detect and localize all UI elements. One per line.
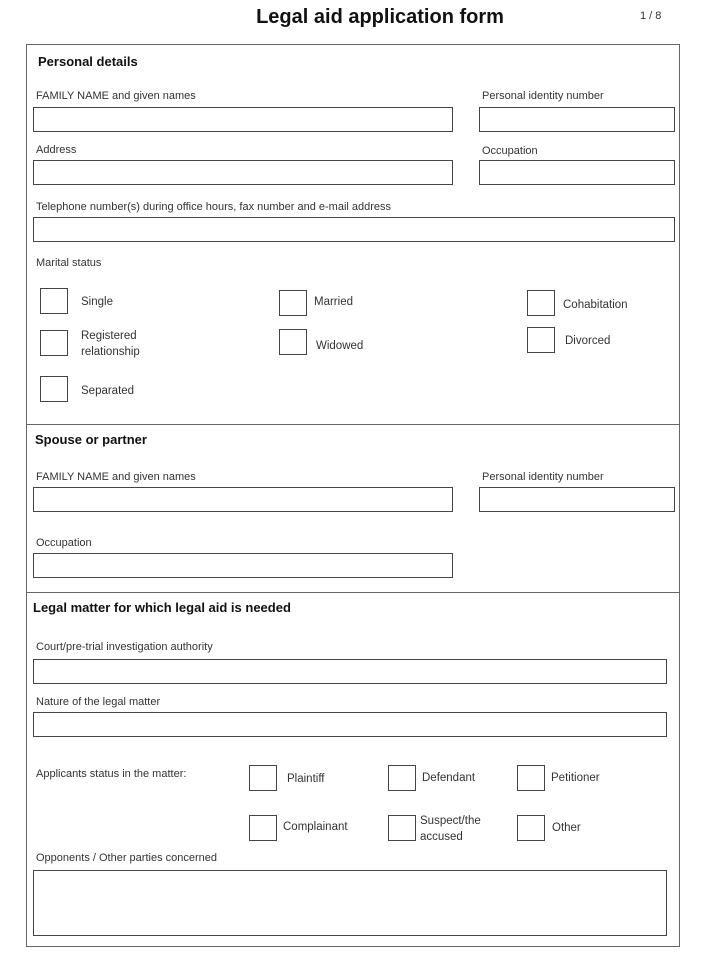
personal-identity-number-field[interactable] xyxy=(479,107,675,132)
spouse-personal-identity-number-label: Personal identity number xyxy=(482,471,604,483)
applicant-status-label: Applicants status in the matter: xyxy=(36,768,187,780)
personal-details-heading: Personal details xyxy=(38,54,138,69)
complainant-option-label: Complainant xyxy=(283,821,348,833)
marital-status-label: Marital status xyxy=(36,257,102,269)
spouse-family-name-label: FAMILY NAME and given names xyxy=(36,471,196,483)
single-checkbox[interactable] xyxy=(40,288,68,314)
married-checkbox[interactable] xyxy=(279,290,307,316)
petitioner-option-label: Petitioner xyxy=(551,772,600,784)
cohabitation-checkbox[interactable] xyxy=(527,290,555,316)
spouse-partner-heading: Spouse or partner xyxy=(35,432,147,447)
family-name-label: FAMILY NAME and given names xyxy=(36,90,196,102)
section-divider xyxy=(27,424,679,425)
nature-of-matter-label: Nature of the legal matter xyxy=(36,696,161,708)
personal-identity-number-label: Personal identity number xyxy=(482,90,604,102)
other-checkbox[interactable] xyxy=(517,815,545,841)
complainant-checkbox[interactable] xyxy=(249,815,277,841)
family-name-field[interactable] xyxy=(33,107,453,132)
defendant-option-label: Defendant xyxy=(422,772,476,784)
nature-of-matter-field[interactable] xyxy=(33,712,667,737)
widowed-option-label: Widowed xyxy=(316,340,364,352)
spouse-occupation-label: Occupation xyxy=(36,537,92,549)
cohabitation-option-label: Cohabitation xyxy=(563,299,628,311)
contact-label: Telephone number(s) during office hours, fax number and e-mail address xyxy=(36,201,392,213)
divorced-option-label: Divorced xyxy=(565,335,611,347)
address-field[interactable] xyxy=(33,160,453,185)
spouse-personal-identity-number-field[interactable] xyxy=(479,487,675,512)
spouse-occupation-field[interactable] xyxy=(33,553,453,578)
petitioner-checkbox[interactable] xyxy=(517,765,545,791)
married-option-label: Married xyxy=(314,296,353,308)
court-authority-field[interactable] xyxy=(33,659,667,684)
contact-field[interactable] xyxy=(33,217,675,242)
separated-checkbox[interactable] xyxy=(40,376,68,402)
plaintiff-checkbox[interactable] xyxy=(249,765,277,791)
suspect-accused-checkbox[interactable] xyxy=(388,815,416,841)
opponents-field[interactable] xyxy=(33,870,667,936)
legal-matter-heading: Legal matter for which legal aid is needed xyxy=(33,600,291,615)
suspect-accused-option-label: Suspect/the accused xyxy=(420,815,481,843)
section-divider xyxy=(27,592,679,593)
plaintiff-option-label: Plaintiff xyxy=(287,773,325,785)
form-title: Legal aid application form xyxy=(256,6,504,28)
other-option-label: Other xyxy=(552,822,581,834)
spouse-family-name-field[interactable] xyxy=(33,487,453,512)
defendant-checkbox[interactable] xyxy=(388,765,416,791)
divorced-checkbox[interactable] xyxy=(527,327,555,353)
address-label: Address xyxy=(36,144,77,156)
separated-option-label: Separated xyxy=(81,385,135,397)
occupation-label: Occupation xyxy=(482,145,538,157)
widowed-checkbox[interactable] xyxy=(279,329,307,355)
opponents-label: Opponents / Other parties concerned xyxy=(36,852,217,864)
occupation-field[interactable] xyxy=(479,160,675,185)
single-option-label: Single xyxy=(81,296,113,308)
page-number: 1 / 8 xyxy=(640,10,662,22)
registered-relationship-checkbox[interactable] xyxy=(40,330,68,356)
registered-relationship-option-label: Registered relationship xyxy=(81,330,140,358)
court-authority-label: Court/pre-trial investigation authority xyxy=(36,641,213,653)
